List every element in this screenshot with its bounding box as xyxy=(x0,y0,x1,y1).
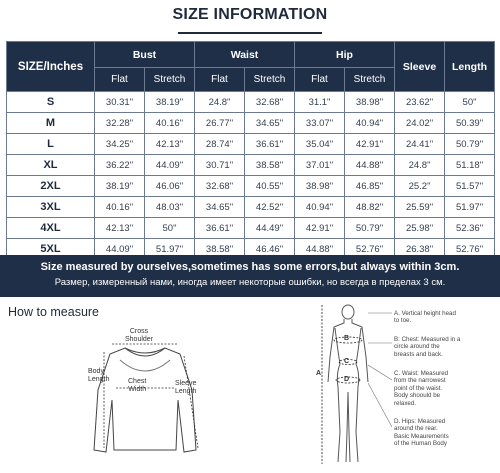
bust-stretch-cell: 42.13" xyxy=(145,134,195,155)
length-cell: 51.97" xyxy=(445,197,495,218)
size-cell: S xyxy=(7,92,95,113)
sleeve-cell: 25.59" xyxy=(395,197,445,218)
label-sleeve-length: Sleeve Length xyxy=(175,380,197,395)
figure-letter-c: C xyxy=(344,358,350,365)
header-size: SIZE/Inches xyxy=(7,42,95,92)
title-underline xyxy=(178,32,322,34)
waist-stretch-cell: 34.65" xyxy=(245,113,295,134)
hip-flat-cell: 38.98" xyxy=(295,176,345,197)
note-d: D. Hips: Measured around the rear. Basic Meaurements of the Human Body xyxy=(394,418,449,448)
length-cell: 51.18" xyxy=(445,155,495,176)
shirt-outline-icon xyxy=(94,348,196,452)
sleeve-cell: 25.2" xyxy=(395,176,445,197)
hip-stretch-cell: 38.98" xyxy=(345,92,395,113)
notice-english: Size measured by ourselves,sometimes has some errors,but always within 3cm. xyxy=(40,261,460,273)
table-row xyxy=(7,218,495,239)
note-c: C. Waist: Measured from the narrowest point of the waist. Body shoould be relaxed. xyxy=(394,370,449,407)
hip-stretch-cell: 40.94" xyxy=(345,113,395,134)
sleeve-cell: 24.41" xyxy=(395,134,445,155)
waist-stretch-cell: 44.49" xyxy=(245,218,295,239)
waist-stretch-cell: 42.52" xyxy=(245,197,295,218)
hip-flat-cell: 40.94" xyxy=(295,197,345,218)
notice-russian: Размер, измеренный нами, иногда имеет некоторые ошибки, но всегда в пределах 3 см. xyxy=(54,277,446,288)
header-waist-flat: Flat xyxy=(195,68,245,92)
note-connectors xyxy=(368,305,392,465)
table-row xyxy=(7,176,495,197)
header-hip-stretch: Stretch xyxy=(345,68,395,92)
garment-diagram xyxy=(80,330,210,465)
bust-stretch-cell: 46.06" xyxy=(145,176,195,197)
waist-flat-cell: 32.68" xyxy=(195,176,245,197)
table-row xyxy=(7,197,495,218)
hip-stretch-cell: 52.76" xyxy=(345,239,395,260)
bust-flat-cell: 32.28" xyxy=(95,113,145,134)
length-cell: 50.39" xyxy=(445,113,495,134)
length-cell: 50.79" xyxy=(445,134,495,155)
measurement-notice xyxy=(0,255,500,297)
waist-flat-cell: 34.65" xyxy=(195,197,245,218)
size-cell: 3XL xyxy=(7,197,95,218)
note-b: B: Chest: Measured in a circle around the breasts and back. xyxy=(394,336,461,358)
bust-stretch-cell: 50" xyxy=(145,218,195,239)
waist-flat-cell: 26.77" xyxy=(195,113,245,134)
bust-flat-cell: 40.16" xyxy=(95,197,145,218)
sleeve-cell: 24.02" xyxy=(395,113,445,134)
label-cross-shoulder: Cross Shoulder xyxy=(125,328,154,343)
sleeve-cell: 25.98" xyxy=(395,218,445,239)
bust-flat-cell: 38.19" xyxy=(95,176,145,197)
hip-stretch-cell: 42.91" xyxy=(345,134,395,155)
table-row xyxy=(7,155,495,176)
header-length: Length xyxy=(445,42,495,92)
table-row xyxy=(7,134,495,155)
bust-flat-cell: 34.25" xyxy=(95,134,145,155)
note-a: A. Vertical height head to toe. xyxy=(394,310,456,325)
hip-flat-cell: 35.04" xyxy=(295,134,345,155)
table-row xyxy=(7,92,495,113)
figure-letter-a: A xyxy=(316,370,322,377)
length-cell: 51.57" xyxy=(445,176,495,197)
waist-stretch-cell: 36.61" xyxy=(245,134,295,155)
waist-flat-cell: 30.71" xyxy=(195,155,245,176)
hip-stretch-cell: 46.85" xyxy=(345,176,395,197)
header-bust: Bust xyxy=(95,42,195,68)
header-waist-stretch: Stretch xyxy=(245,68,295,92)
size-cell: XL xyxy=(7,155,95,176)
header-bust-flat: Flat xyxy=(95,68,145,92)
hip-flat-cell: 33.07" xyxy=(295,113,345,134)
bust-stretch-cell: 51.97" xyxy=(145,239,195,260)
bust-stretch-cell: 44.09" xyxy=(145,155,195,176)
size-cell: 4XL xyxy=(7,218,95,239)
header-hip: Hip xyxy=(295,42,395,68)
table-row xyxy=(7,113,495,134)
title-area xyxy=(0,6,500,24)
hip-stretch-cell: 44.88" xyxy=(345,155,395,176)
waist-stretch-cell: 32.68" xyxy=(245,92,295,113)
size-cell: 2XL xyxy=(7,176,95,197)
hip-flat-cell: 42.91" xyxy=(295,218,345,239)
hip-stretch-cell: 48.82" xyxy=(345,197,395,218)
bust-flat-cell: 42.13" xyxy=(95,218,145,239)
label-chest-width: Chest Width xyxy=(128,378,147,393)
bust-stretch-cell: 48.03" xyxy=(145,197,195,218)
waist-stretch-cell: 38.58" xyxy=(245,155,295,176)
sleeve-cell: 23.62" xyxy=(395,92,445,113)
figure-letter-d: D xyxy=(344,376,350,383)
how-to-measure-title: How to measure xyxy=(8,305,100,319)
bust-flat-cell: 44.09" xyxy=(95,239,145,260)
page-title: SIZE INFORMATION xyxy=(172,6,328,23)
header-bust-stretch: Stretch xyxy=(145,68,195,92)
waist-flat-cell: 28.74" xyxy=(195,134,245,155)
header-waist: Waist xyxy=(195,42,295,68)
waist-flat-cell: 36.61" xyxy=(195,218,245,239)
bust-stretch-cell: 38.19" xyxy=(145,92,195,113)
header-hip-flat: Flat xyxy=(295,68,345,92)
header-sleeve: Sleeve xyxy=(395,42,445,92)
length-cell: 52.76" xyxy=(445,239,495,260)
size-cell: L xyxy=(7,134,95,155)
figure-letter-b: B xyxy=(344,335,350,342)
connector-c xyxy=(368,365,392,380)
connector-d xyxy=(368,383,392,427)
hip-flat-cell: 44.88" xyxy=(295,239,345,260)
label-body-length: Body Length xyxy=(88,368,110,383)
waist-flat-cell: 38.58" xyxy=(195,239,245,260)
hip-flat-cell: 37.01" xyxy=(295,155,345,176)
waist-flat-cell: 24.8" xyxy=(195,92,245,113)
bust-flat-cell: 36.22" xyxy=(95,155,145,176)
hip-stretch-cell: 50.79" xyxy=(345,218,395,239)
size-rows xyxy=(7,92,495,260)
sleeve-length-arrow xyxy=(184,356,198,448)
bust-flat-cell: 30.31" xyxy=(95,92,145,113)
size-cell: M xyxy=(7,113,95,134)
waist-stretch-cell: 40.55" xyxy=(245,176,295,197)
size-table xyxy=(6,41,495,260)
length-cell: 50" xyxy=(445,92,495,113)
waist-stretch-cell: 46.46" xyxy=(245,239,295,260)
size-cell: 5XL xyxy=(7,239,95,260)
length-cell: 52.36" xyxy=(445,218,495,239)
sleeve-cell: 26.38" xyxy=(395,239,445,260)
sleeve-cell: 24.8" xyxy=(395,155,445,176)
hip-flat-cell: 31.1" xyxy=(295,92,345,113)
bust-stretch-cell: 40.16" xyxy=(145,113,195,134)
